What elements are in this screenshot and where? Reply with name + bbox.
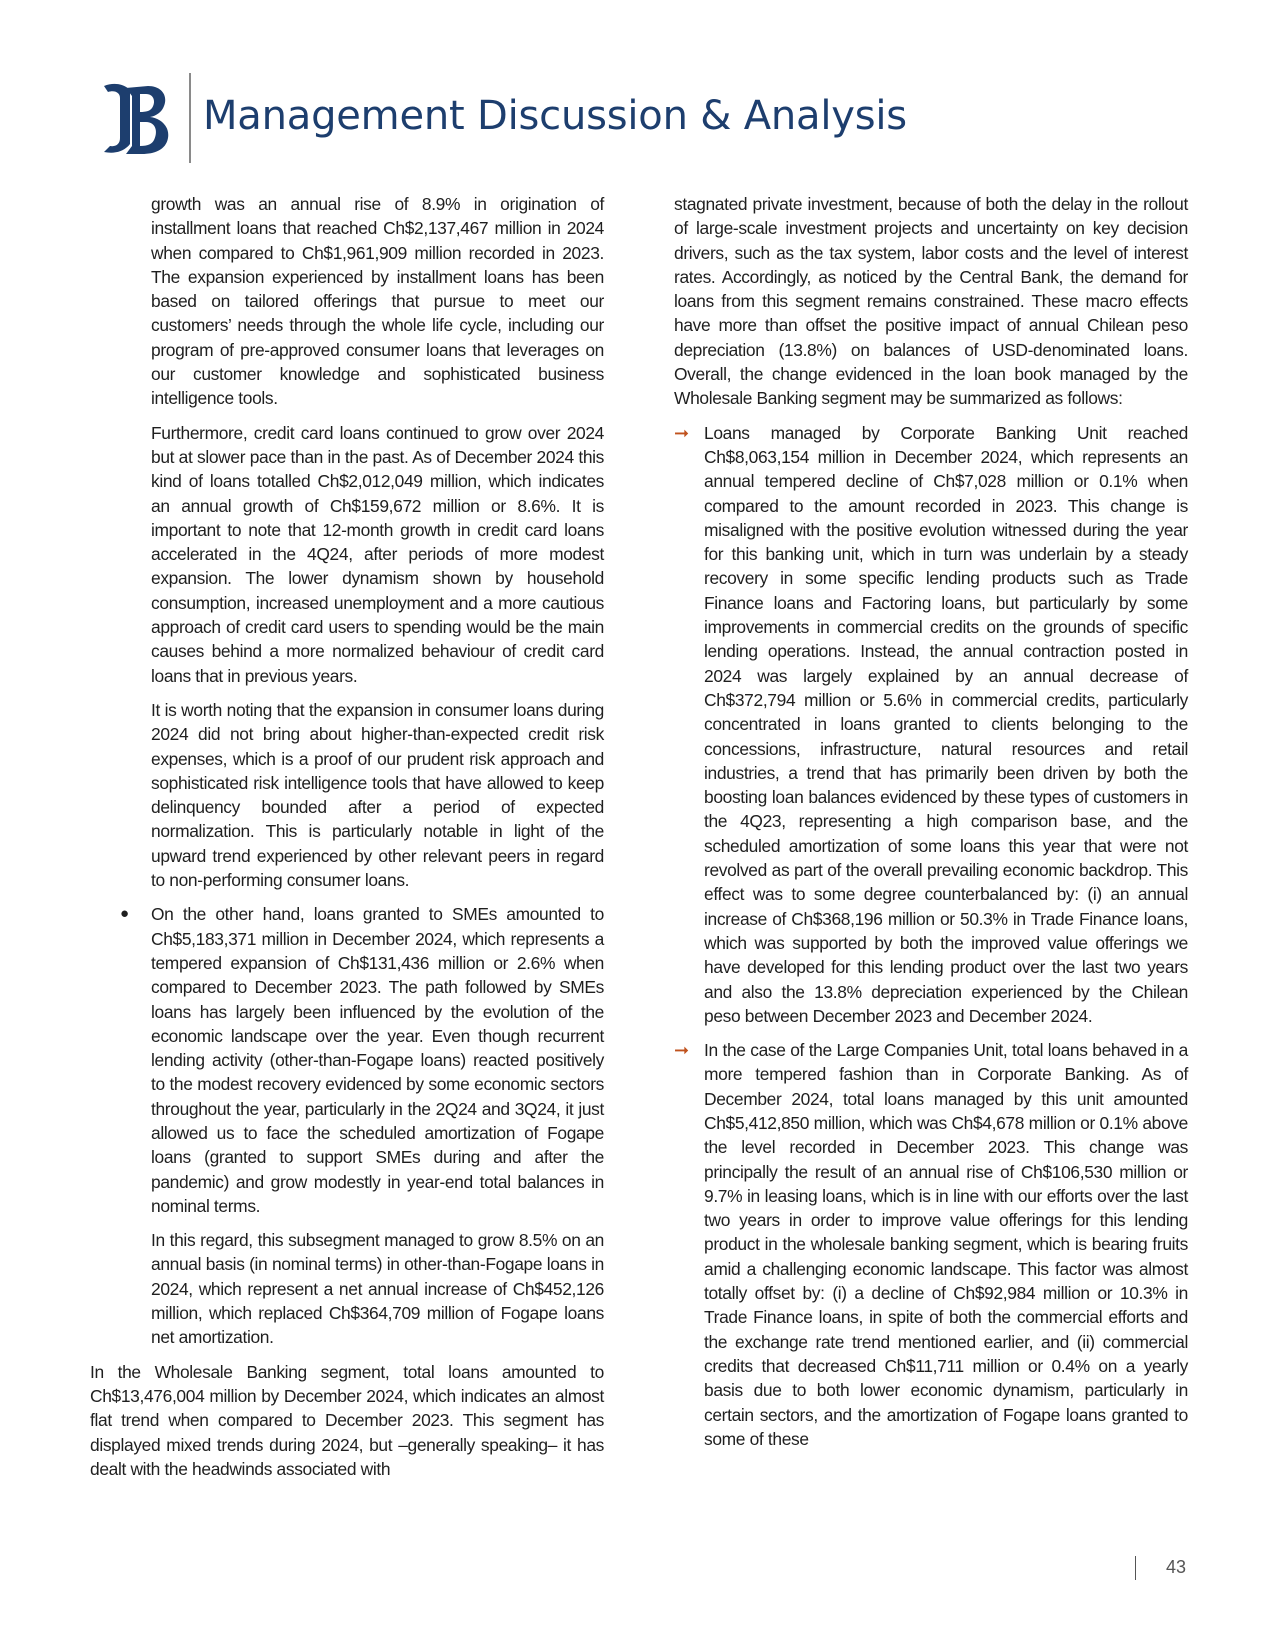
paragraph-wholesale-banking: In the Wholesale Banking segment, total loans amounted to Ch$13,476,004 million by December 2024, which indicates an almost flat trend when compared to December 2023. This segment has displayed mixed trends during 2024, but –generally speaking– it has dealt with the headwinds associated with <box>90 1361 604 1479</box>
page-number: 43 <box>1166 1557 1187 1577</box>
bank-logo-b-icon <box>100 80 172 158</box>
arrow-right-icon: ➞ <box>674 1040 689 1061</box>
bullet-large-companies <box>674 1038 1188 1451</box>
paragraph-installment-loans: growth was an annual rise of 8.9% in origination of installment loans that reached Ch$2,137,467 million in 2024 when compared to Ch$1,961,909 million recorded in 2023. The expansion experienced by installment loans has been based on tailored offerings that pursue to meet our customers’ needs through the whole life cycle, including our program of pre-approved consumer loans that leverages on our customer knowledge and sophisticated business intelligence tools. <box>151 194 604 409</box>
paragraph-fogape: In this regard, this subsegment managed to grow 8.5% on an annual basis (in nominal terms) in other-than-Fogape loans in 2024, which represent a net annual increase of Ch$452,126 million, which replaced Ch$364,709 million of Fogape loans net amortization. <box>151 1230 604 1348</box>
left-column <box>90 192 604 1491</box>
paragraph-credit-risk: It is worth noting that the expansion in consumer loans during 2024 did not bring about higher-than-expected credit risk expenses, which is a proof of our prudent risk approach and sophisticated risk intelligence tools that have allowed to keep delinquency bounded after a period of expected normalization. This is particularly notable in light of the upward trend experienced by other relevant peers in regard to non-performing consumer loans. <box>151 699 604 891</box>
bullet-corporate-banking-text: Loans managed by Corporate Banking Unit reached Ch$8,063,154 million in December 2024, which represents an annual tempered decline of Ch$7,028 million or 0.1% when compared to the amount recorded in 2023. This change is misaligned with the positive evolution witnessed during the year for this banking unit, which in turn was underlain by a steady recovery in some specific lending products such as Trade Finance loans and Factoring loans, but particularly by some improvements in commercial credits on the grounds of specific lending operations. Instead, the annual contraction posted in 2024 was largely explained by an annual decrease of Ch$372,794 million or 5.6% in commercial credits, particularly concentrated in loans granted to clients belonging to the concessions, infrastructure, natural resources and retail industries, a trend that has primarily been driven by both the boosting loan balances evidenced by these types of customers in the 4Q23, representing a high comparison base, and the scheduled amortization of some loans this year that were not revolved as part of the overall prevailing economic backdrop. This effect was to some degree counterbalanced by: (i) an annual increase of Ch$368,196 million or 50.3% in Trade Finance loans, which was supported by both the improved value offerings we have developed for this lending product over the last two years and also the 13.8% depreciation experienced by the Chilean peso between December 2023 and December 2024. <box>704 422 1188 1026</box>
page-title: Management Discussion & Analysis <box>203 93 907 139</box>
paragraph-private-investment: stagnated private investment, because of both the delay in the rollout of large-scale investment projects and uncertainty on key decision drivers, such as the tax system, labor costs and the level of interest rates. Accordingly, as noticed by the Central Bank, the demand for loans from this segment remains constrained. These macro effects have more than offset the positive impact of annual Chilean peso depreciation (13.8%) on balances of USD-denominated loans. Overall, the change evidenced in the loan book managed by the Wholesale Banking segment may be summarized as follows: <box>674 194 1188 409</box>
title-divider <box>189 73 191 163</box>
bullet-large-companies-text: In the case of the Large Companies Unit, total loans behaved in a more tempered fashion than in Corporate Banking. As of December 2024, total loans managed by this unit amounted Ch$5,412,850 million, which was Ch$4,678 million or 0.1% above the level recorded in December 2023. This change was principally the result of an annual rise of Ch$106,530 million or 9.7% in leasing loans, which is in line with our efforts over the last two years in order to improve value offerings for this lending product in the wholesale banking segment, which is bearing fruits amid a challenging economic landscape. This factor was almost totally offset by: (i) a decline of Ch$92,984 million or 10.3% in Trade Finance loans, in spite of both the commercial efforts and the exchange rate trend mentioned earlier, and (ii) commercial credits that decreased Ch$11,711 million or 0.4% on a yearly basis due to both lower economic dynamism, particularly in certain sectors, and the amortization of Fogape loans granted to some of these <box>704 1040 1188 1449</box>
arrow-right-icon: ➞ <box>674 422 689 443</box>
bullet-corporate-banking <box>674 421 1188 1028</box>
paragraph-credit-card-loans: Furthermore, credit card loans continued to grow over 2024 but at slower pace than in the past. As of December 2024 this kind of loans totalled Ch$2,012,049 million, which indicates an annual growth of Ch$159,672 million or 8.6%. It is important to note that 12-month growth in credit card loans accelerated in the 4Q24, after periods of more modest expansion. The lower dynamism shown by household consumption, increased unemployment and a more cautious approach of credit card users to spending would be the main causes behind a more normalized behaviour of credit card loans that in previous years. <box>151 422 604 686</box>
page-number-divider <box>1135 1556 1136 1580</box>
bullet-sme-text: On the other hand, loans granted to SMEs amounted to Ch$5,183,371 million in December 2024, which represents a tempered expansion of Ch$131,436 million or 2.6% when compared to December 2023. The path followed by SMEs loans has largely been influenced by the evolution of the economic landscape over the year. Even though recurrent lending activity (other-than-Fogape loans) reacted positively to the modest recovery evidenced by some economic sectors throughout the year, particularly in the 2Q24 and 3Q24, it just allowed us to face the scheduled amortization of Fogape loans (granted to support SMEs during and after the pandemic) and grow modestly in year-end total balances in nominal terms. <box>151 904 604 1216</box>
right-column <box>674 192 1188 1461</box>
bullet-dot-icon: ● <box>120 905 129 923</box>
bullet-sme-loans <box>90 902 604 1218</box>
